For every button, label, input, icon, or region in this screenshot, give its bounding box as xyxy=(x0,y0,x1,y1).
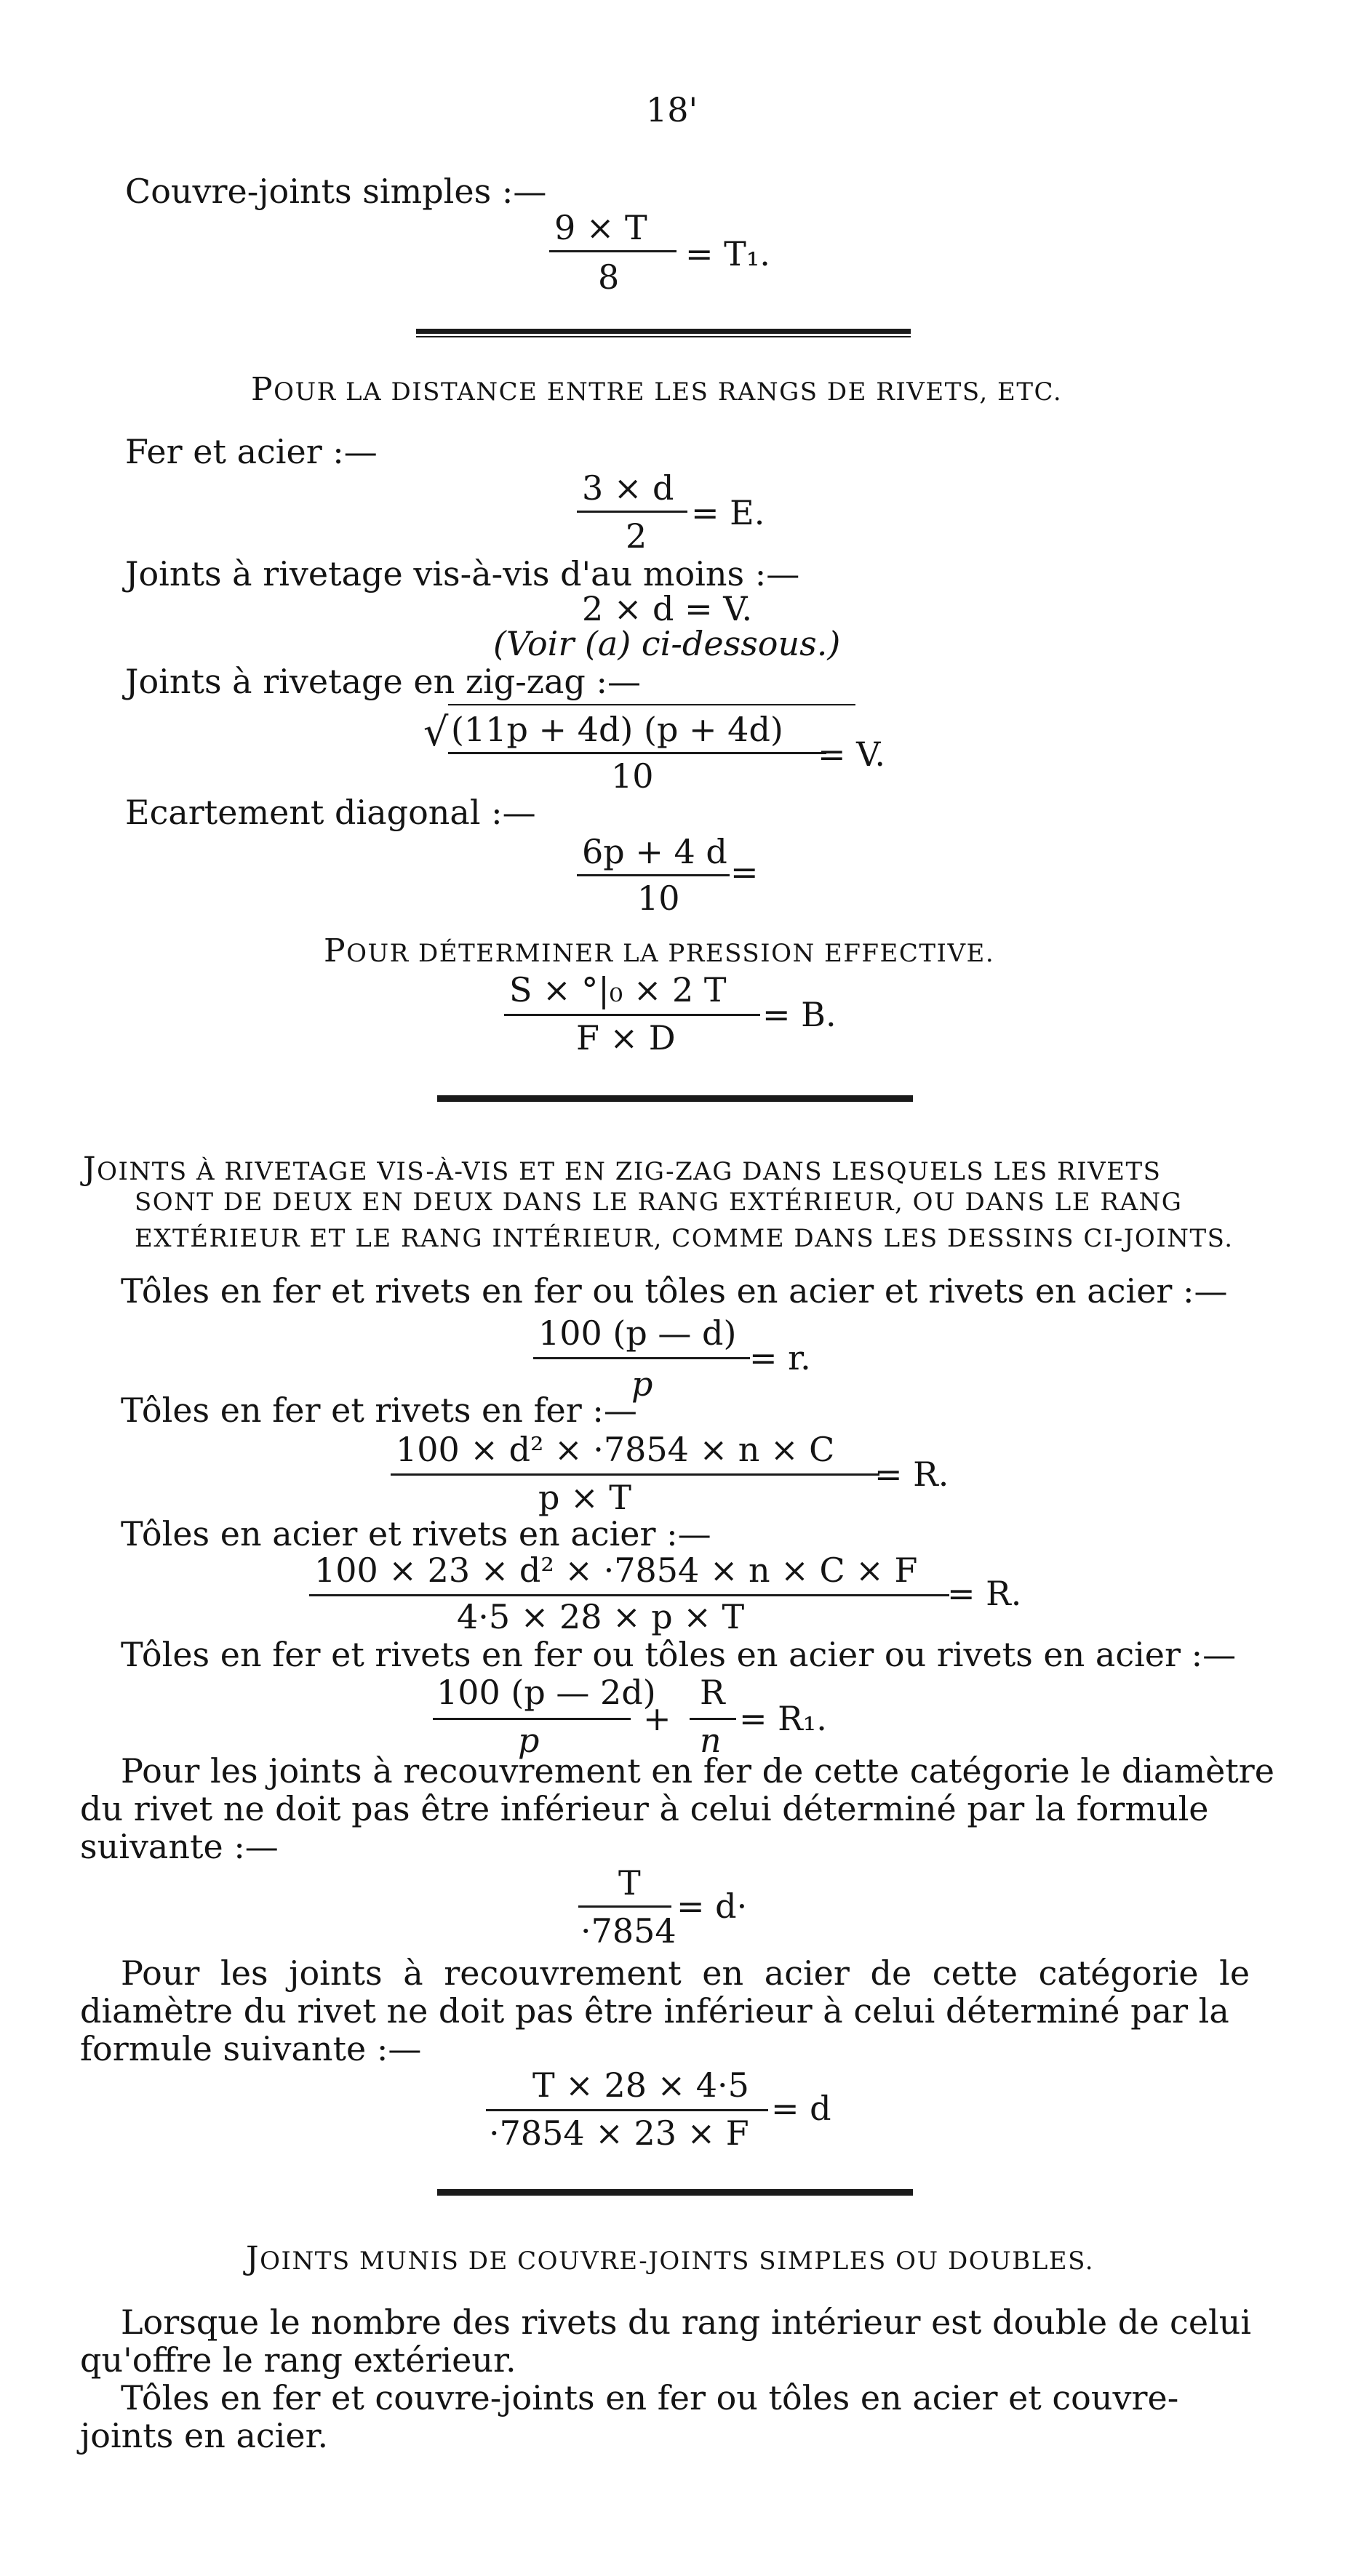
zigzag-label: Joints à rivetage en zig-zag :— xyxy=(125,662,641,701)
formula-r-numerator: 100 (p — d) xyxy=(538,1313,737,1353)
fraction-bar xyxy=(690,1718,736,1720)
section-heading-distance: POUR LA DISTANCE ENTRE LES RANGS DE RIVETS, ETC. xyxy=(251,371,1063,408)
section-heading-joints-line2: SONT DE DEUX EN DEUX DANS LE RANG EXTÉRIEUR, OU DANS LE RANG xyxy=(135,1188,1183,1217)
paragraph-fer-denominator: ·7854 xyxy=(580,1911,677,1951)
section-heading-couvre-joints: JOINTS MUNIS DE COUVRE-JOINTS SIMPLES OU DOUBLES. xyxy=(246,2240,1095,2277)
couvre-simple-label: Couvre-joints simples :— xyxy=(125,172,547,211)
formula-R1-denominator-2: n xyxy=(700,1721,722,1760)
fraction-bar xyxy=(533,1357,750,1359)
diagonal-label: Ecartement diagonal :— xyxy=(125,793,536,832)
vis-a-vis-label: Joints à rivetage vis-à-vis d'au moins :— xyxy=(125,554,800,593)
fraction-bar xyxy=(309,1594,949,1596)
section-rule xyxy=(437,1095,913,1102)
formula-R-fer-numerator: 100 × d² × ·7854 × n × C xyxy=(396,1430,835,1469)
closing-line4: joints en acier. xyxy=(80,2416,329,2455)
couvre-simple-denominator: 8 xyxy=(598,257,620,297)
fer-acier-label: Fer et acier :— xyxy=(125,432,378,471)
formula-R1-result: = R₁. xyxy=(739,1699,827,1738)
fer-acier-numerator: 3 × d xyxy=(582,468,674,508)
diagonal-denominator: 10 xyxy=(637,879,680,918)
closing-line3: Tôles en fer et couvre-joints en fer ou tôles en acier et couvre- xyxy=(121,2378,1179,2417)
zigzag-denominator: 10 xyxy=(611,756,654,796)
fraction-bar-pression xyxy=(504,1014,760,1016)
section-rule xyxy=(437,2189,913,2196)
paragraph-acier-result: = d xyxy=(771,2089,831,2128)
fer-acier-result: = E. xyxy=(691,493,765,532)
paragraph-fer-line2: du rivet ne doit pas être inférieur à celui déterminé par la formule xyxy=(80,1789,1209,1828)
section-heading-joints-line3: EXTÉRIEUR ET LE RANG INTÉRIEUR, COMME DANS LES DESSINS CI-JOINTS. xyxy=(135,1224,1234,1253)
diagonal-numerator: 6p + 4 d xyxy=(582,832,727,871)
vis-a-vis-note: (Voir (a) ci-dessous.) xyxy=(493,624,841,663)
page-number: 18' xyxy=(646,90,698,129)
formula-R-fer-label: Tôles en fer et rivets en fer :— xyxy=(121,1391,637,1430)
formula-R-acier-numerator: 100 × 23 × d² × ·7854 × n × C × F xyxy=(314,1551,918,1590)
formula-r-denominator: p xyxy=(631,1364,653,1404)
formula-R1-numerator-2: R xyxy=(700,1673,725,1712)
closing-line1: Lorsque le nombre des rivets du rang intérieur est double de celui xyxy=(121,2303,1252,2342)
fraction-bar xyxy=(391,1473,879,1476)
paragraph-acier-denominator: ·7854 × 23 × F xyxy=(489,2113,749,2153)
formula-R-acier-label: Tôles en acier et rivets en acier :— xyxy=(121,1514,711,1553)
paragraph-fer-line1: Pour les joints à recouvrement en fer de cette catégorie le diamètre xyxy=(121,1751,1274,1791)
fer-acier-denominator: 2 xyxy=(626,516,647,556)
formula-R-fer-denominator: p × T xyxy=(538,1478,631,1517)
paragraph-acier-line2: diamètre du rivet ne doit pas être inférieur à celui déterminé par la xyxy=(80,1991,1229,2031)
section-heading-joints-line1: JOINTS À RIVETAGE VIS-À-VIS ET EN ZIG-ZAG DANS LESQUELS LES RIVETS xyxy=(83,1151,1162,1188)
formula-R1-denominator-1: p xyxy=(518,1721,540,1760)
zigzag-numerator: (11p + 4d) (p + 4d) xyxy=(451,710,783,749)
paragraph-fer-result: = d· xyxy=(677,1887,748,1926)
closing-line2: qu'offre le rang extérieur. xyxy=(80,2340,516,2380)
fraction-bar xyxy=(486,2109,768,2111)
fraction-bar xyxy=(549,250,677,252)
vis-a-vis-formula: 2 × d = V. xyxy=(582,589,753,628)
paragraph-acier-numerator: T × 28 × 4·5 xyxy=(532,2065,749,2105)
radical-overline xyxy=(448,704,855,705)
fraction-bar xyxy=(433,1718,631,1720)
paragraph-fer-numerator: T xyxy=(618,1863,641,1903)
section-rule xyxy=(416,329,911,334)
formula-R1-plus: + xyxy=(643,1699,671,1738)
couvre-simple-numerator: 9 × T xyxy=(554,208,647,247)
fraction-bar xyxy=(577,874,730,876)
formula-r-result: = r. xyxy=(749,1338,811,1377)
section-rule-thin xyxy=(416,336,911,337)
zigzag-result: = V. xyxy=(818,735,885,774)
paragraph-fer-line3: suivante :— xyxy=(80,1827,279,1866)
couvre-simple-result: = T₁. xyxy=(685,234,770,273)
fraction-bar xyxy=(448,752,826,754)
pression-result: = B. xyxy=(762,995,837,1034)
formula-R1-label: Tôles en fer et rivets en fer ou tôles en acier ou rivets en acier :— xyxy=(121,1635,1237,1674)
paragraph-acier-line3: formule suivante :— xyxy=(80,2029,422,2068)
paragraph-acier-line1: Pour les joints à recouvrement en acier de cette catégorie le xyxy=(121,1953,1250,1993)
pression-denominator: F × D xyxy=(576,1018,676,1057)
fraction-bar xyxy=(577,511,687,513)
formula-R-acier-denominator: 4·5 × 28 × p × T xyxy=(457,1597,745,1636)
fraction-bar xyxy=(578,1905,671,1908)
pression-numerator: S × °|₀ × 2 T xyxy=(509,970,727,1009)
formula-r-label: Tôles en fer et rivets en fer ou tôles en acier et rivets en acier :— xyxy=(121,1271,1228,1311)
formula-R-acier-result: = R. xyxy=(947,1574,1022,1613)
diagonal-result: = xyxy=(730,852,759,892)
section-heading-pression: POUR DÉTERMINER LA PRESSION EFFECTIVE. xyxy=(324,932,995,969)
formula-R1-numerator-1: 100 (p — 2d) xyxy=(436,1673,656,1712)
formula-R-fer-result: = R. xyxy=(874,1455,949,1494)
radical-sign: √ xyxy=(423,709,449,755)
